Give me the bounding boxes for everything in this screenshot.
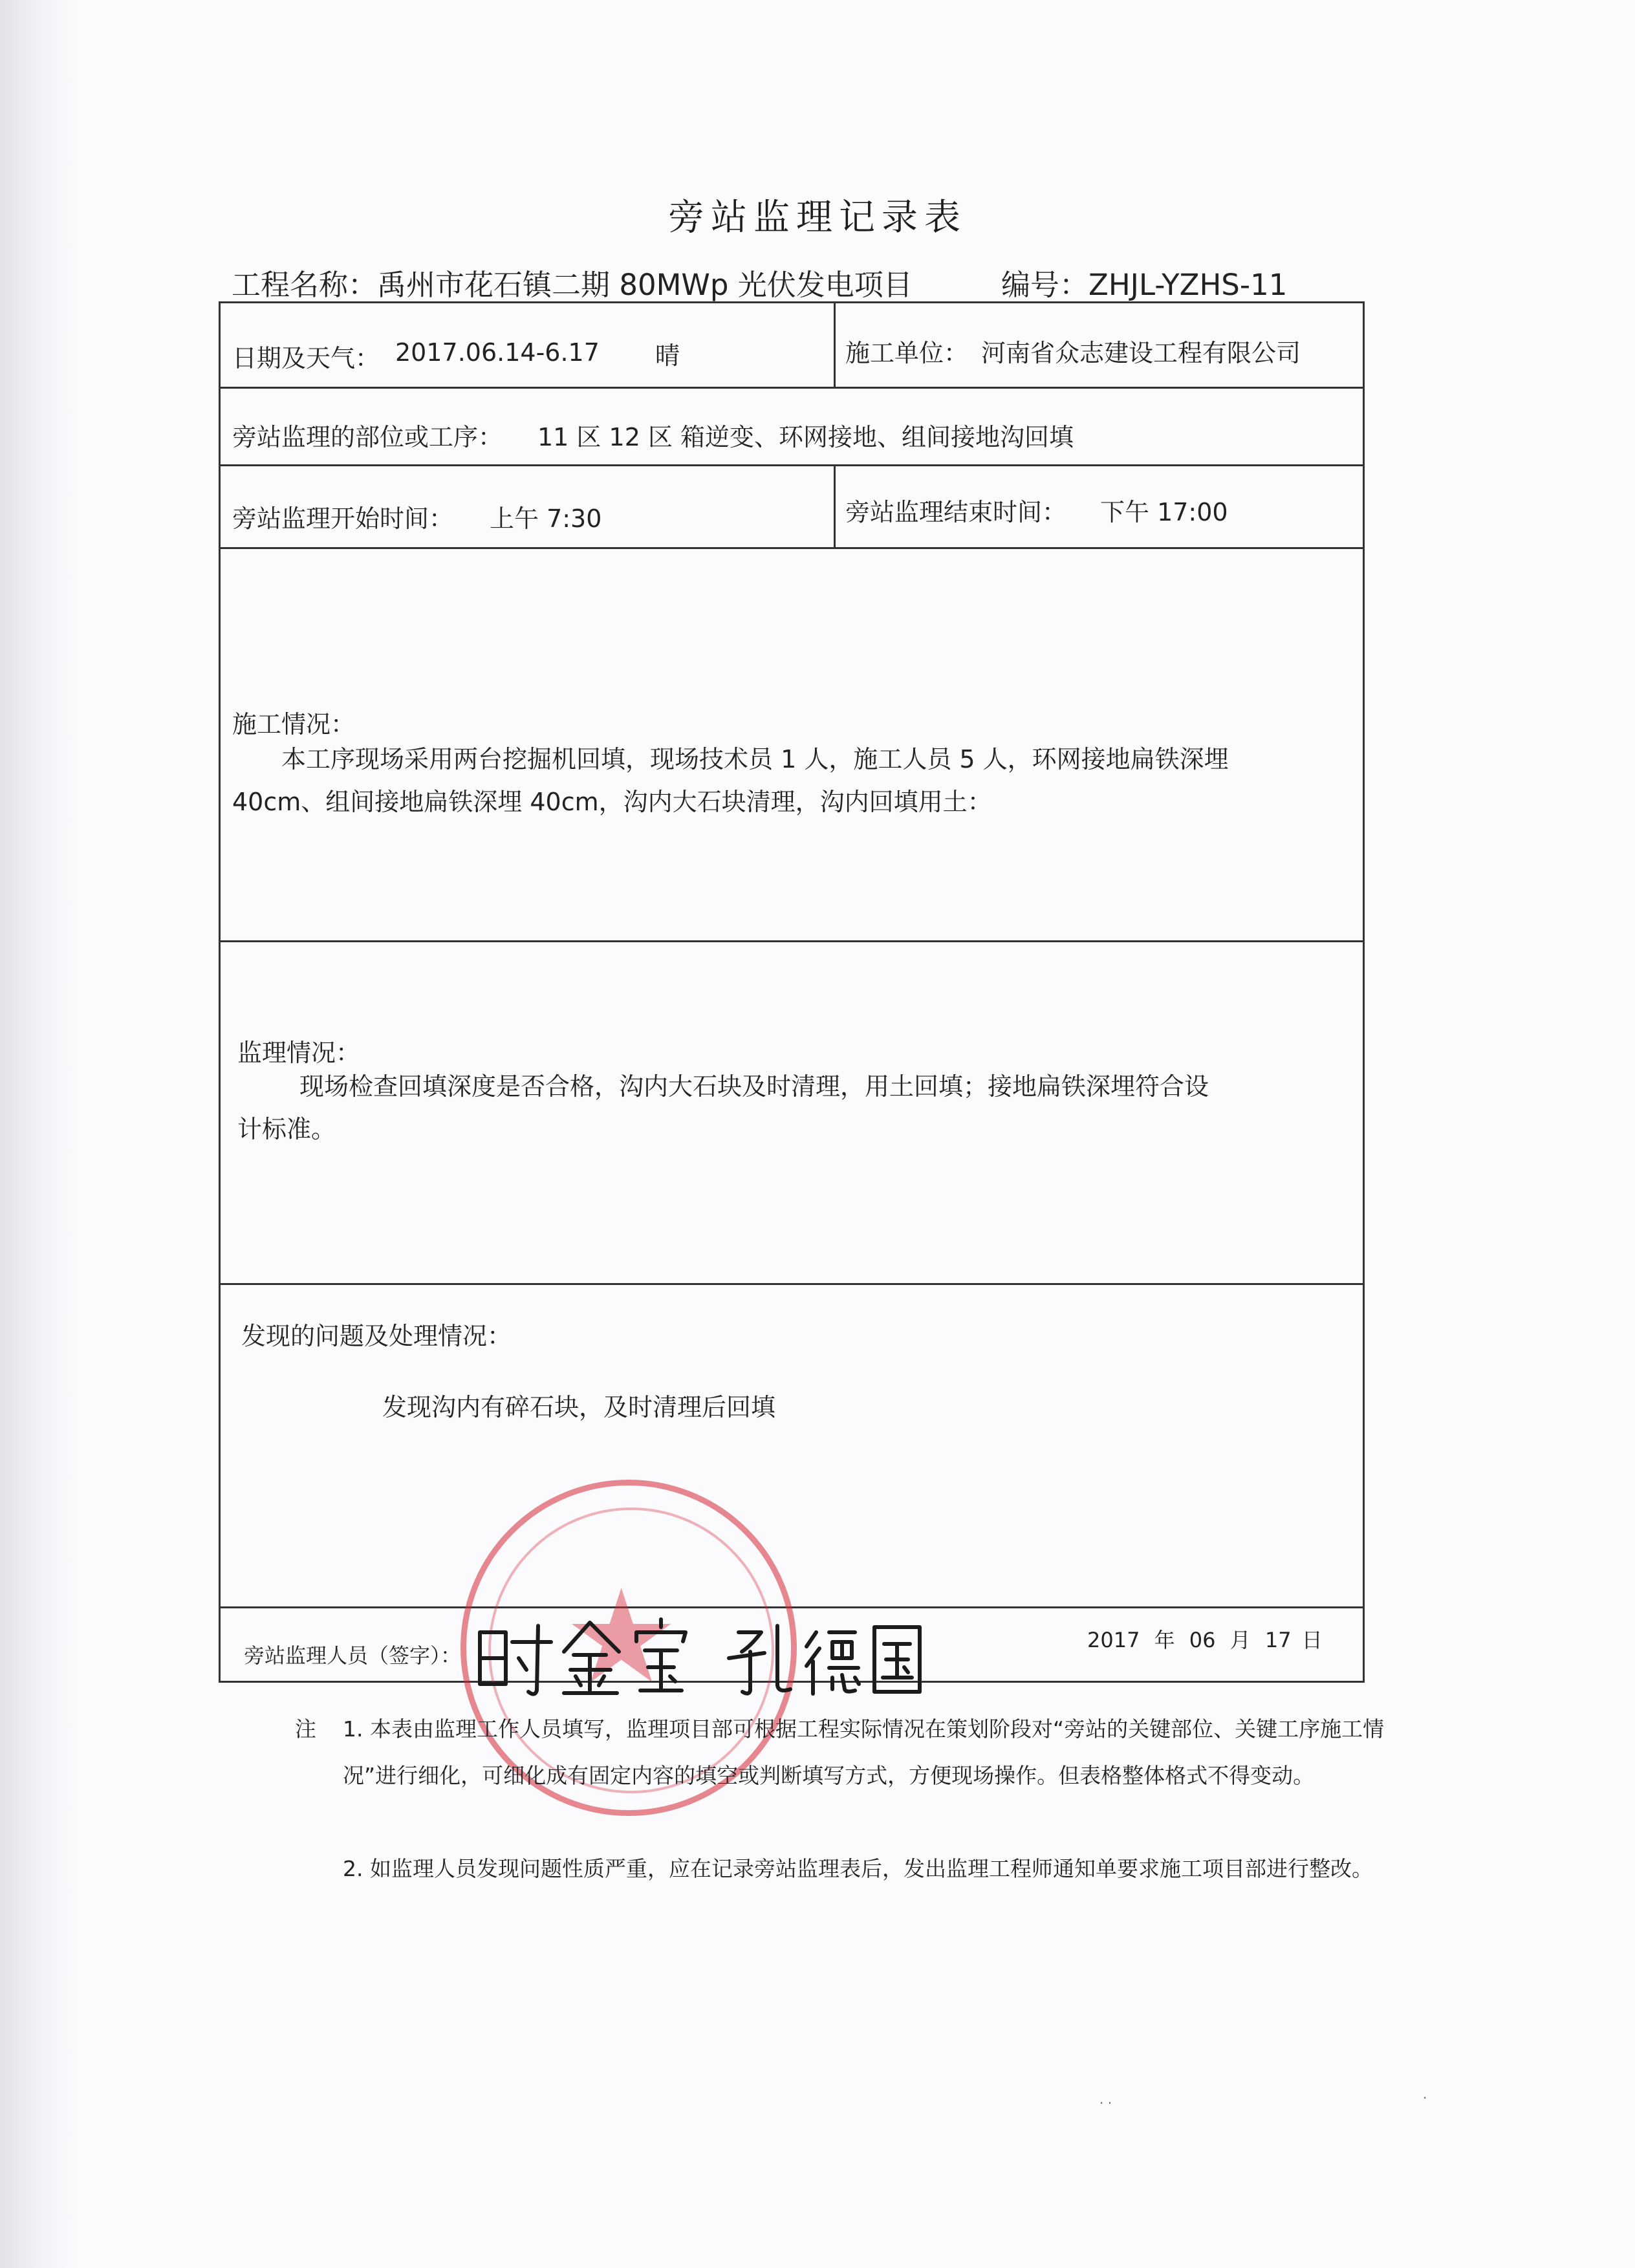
date-day-unit: 日 xyxy=(1301,1628,1323,1652)
part-label: 旁站监理的部位或工序： xyxy=(232,423,503,451)
supervision-heading: 监理情况： xyxy=(237,1039,361,1067)
supervision-line-2: 计标准。 xyxy=(237,1115,336,1143)
end-time-value: 下午 17:00 xyxy=(1100,498,1228,526)
construction-line-1: 本工序现场采用两台挖掘机回填，现场技术员 1 人，施工人员 5 人，环网接地扁铁深埋 xyxy=(281,745,1229,773)
column-divider xyxy=(834,303,836,387)
date-year: 2017 xyxy=(1087,1628,1140,1652)
construction-body xyxy=(232,738,1351,823)
project-line xyxy=(232,261,1288,303)
date-month-unit: 月 xyxy=(1229,1628,1251,1652)
signature-label: 旁站监理人员（签字）： xyxy=(244,1643,462,1668)
date-day: 17 xyxy=(1264,1628,1292,1652)
start-time-label: 旁站监理开始时间： xyxy=(232,504,454,533)
start-time-value: 上午 7:30 xyxy=(490,504,602,533)
signature-date xyxy=(1087,1624,1323,1654)
notes-label: 注 xyxy=(295,1716,316,1742)
date-value: 2017.06.14-6.17 xyxy=(395,338,600,367)
construction-heading: 施工情况： xyxy=(232,710,356,739)
project-name-label: 工程名称： xyxy=(232,268,378,302)
handwritten-signature xyxy=(467,1613,933,1703)
note-1: 1. 本表由监理工作人员填写，监理项目部可根据工程实际情况在策划阶段对“旁站的关键部位、关键工序施工情况”进行细化，可细化成有固定内容的填空或判断填写方式，方便现场操作。但表格整体格式不得变动。 xyxy=(343,1716,1385,1788)
scan-speck: · xyxy=(1423,2090,1427,2106)
project-number: ZHJL-YZHS-11 xyxy=(1088,268,1288,302)
note-2: 2. 如监理人员发现问题性质严重，应在记录旁站监理表后，发出监理工程师通知单要求施工项目部进行整改。 xyxy=(343,1856,1373,1881)
end-time-label: 旁站监理结束时间： xyxy=(845,498,1067,526)
issues-heading: 发现的问题及处理情况： xyxy=(241,1322,512,1350)
issues-text: 发现沟内有碎石块，及时清理后回填 xyxy=(382,1393,776,1421)
section-construction xyxy=(221,549,1363,942)
contractor-label: 施工单位： xyxy=(845,339,969,367)
supervision-body xyxy=(237,1065,1356,1150)
contractor-value: 河南省众志建设工程有限公司 xyxy=(981,339,1301,367)
date-month: 06 xyxy=(1189,1628,1216,1652)
column-divider xyxy=(834,466,836,547)
weather-value: 晴 xyxy=(655,341,680,370)
project-name: 禹州市花石镇二期 80MWp 光伏发电项目 xyxy=(377,268,913,302)
date-label: 日期及天气： xyxy=(232,344,380,373)
scan-speck: · · xyxy=(1099,2095,1112,2111)
section-supervision xyxy=(221,942,1363,1285)
part-value: 11 区 12 区 箱逆变、环网接地、组间接地沟回填 xyxy=(537,423,1074,451)
row-date-contractor xyxy=(221,303,1363,389)
project-number-label: 编号： xyxy=(1001,268,1089,302)
section-issues xyxy=(221,1285,1363,1608)
supervision-line-1: 现场检查回填深度是否合格，沟内大石块及时清理，用土回填；接地扁铁深埋符合设 xyxy=(299,1072,1209,1101)
date-year-unit: 年 xyxy=(1154,1628,1175,1652)
scan-edge-shadow xyxy=(0,0,78,2268)
project-number-group xyxy=(1001,261,1287,303)
seal-star-icon: ★ xyxy=(563,1562,680,1712)
page-title: 旁站监理记录表 xyxy=(668,197,967,239)
construction-line-2: 40cm、组间接地扁铁深埋 40cm，沟内大石块清理，沟内回填用土： xyxy=(232,788,992,816)
row-part xyxy=(221,389,1363,466)
record-form xyxy=(219,301,1365,1683)
row-times xyxy=(221,466,1363,549)
